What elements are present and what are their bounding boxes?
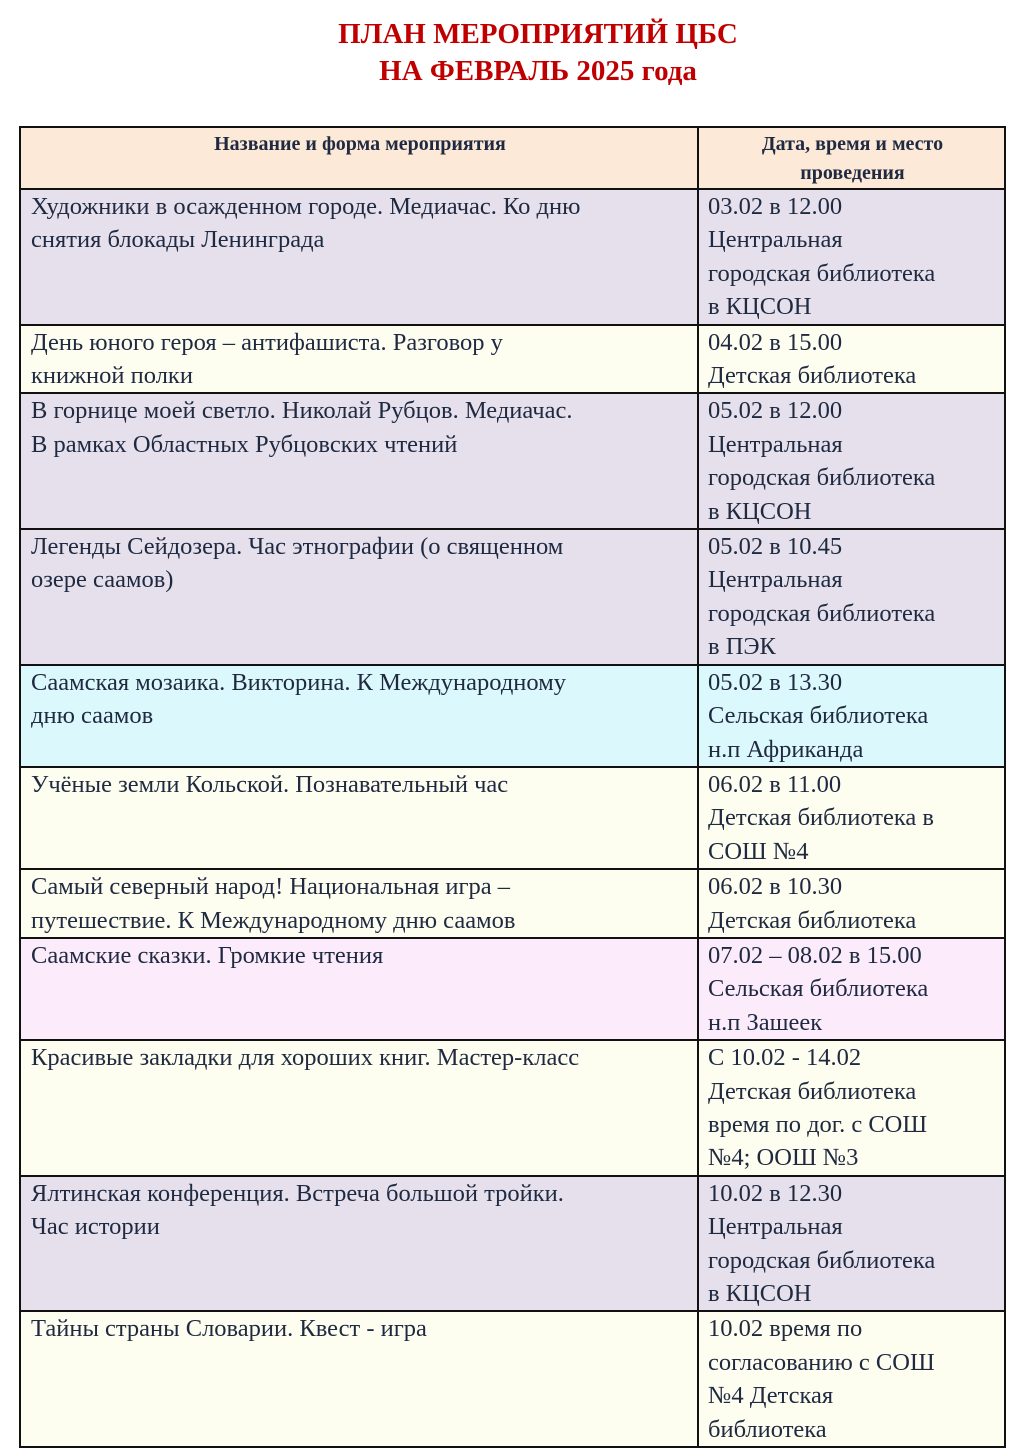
- table-row: [20, 938, 1005, 1040]
- event-name-cell: Ялтинская конференция. Встреча большой тройки. Час истории: [20, 1176, 698, 1312]
- table-row: [20, 393, 1005, 529]
- event-name-cell: День юного героя – антифашиста. Разговор у книжной полки: [20, 325, 698, 394]
- date-place-cell: С 10.02 - 14.02 Детская библиотека время по дог. с СОШ №4; ООШ №3: [698, 1040, 1005, 1176]
- table-row: [20, 1176, 1005, 1312]
- event-name-cell: Красивые закладки для хороших книг. Мастер-класс: [20, 1040, 698, 1176]
- table-row: [20, 1040, 1005, 1176]
- date-place-cell: 04.02 в 15.00 Детская библиотека: [698, 325, 1005, 394]
- events-table: [19, 126, 1006, 1448]
- title-line-1: ПЛАН МЕРОПРИЯТИЙ ЦБС: [338, 18, 738, 50]
- date-place-cell: 06.02 в 10.30 Детская библиотека: [698, 869, 1005, 938]
- table-header-row: [20, 127, 1005, 189]
- table-row: [20, 665, 1005, 767]
- table-row: [20, 869, 1005, 938]
- event-name-cell: Саамская мозаика. Викторина. К Международному дню саамов: [20, 665, 698, 767]
- date-place-cell: 05.02 в 10.45 Центральная городская библиотека в ПЭК: [698, 529, 1005, 665]
- document-title: [0, 16, 1024, 90]
- table-row: [20, 529, 1005, 665]
- event-name-cell: Тайны страны Словарии. Квест - игра: [20, 1311, 698, 1447]
- event-name-cell: Саамские сказки. Громкие чтения: [20, 938, 698, 1040]
- table-row: [20, 325, 1005, 394]
- table-row: [20, 1311, 1005, 1447]
- table-row: [20, 767, 1005, 869]
- table-row: [20, 189, 1005, 325]
- event-name-cell: Легенды Сейдозера. Час этнографии (о священном озере саамов): [20, 529, 698, 665]
- header-date-place: Дата, время и место проведения: [698, 127, 1005, 189]
- title-line-2: НА ФЕВРАЛЬ 2025 года: [379, 55, 697, 87]
- event-name-cell: В горнице моей светло. Николай Рубцов. Медиачас. В рамках Областных Рубцовских чтений: [20, 393, 698, 529]
- date-place-cell: 07.02 – 08.02 в 15.00 Сельская библиотека н.п Зашеек: [698, 938, 1005, 1040]
- date-place-cell: 03.02 в 12.00 Центральная городская библиотека в КЦСОН: [698, 189, 1005, 325]
- date-place-cell: 10.02 в 12.30 Центральная городская библиотека в КЦСОН: [698, 1176, 1005, 1312]
- date-place-cell: 10.02 время по согласованию с СОШ №4 Детская библиотека: [698, 1311, 1005, 1447]
- date-place-cell: 05.02 в 13.30 Сельская библиотека н.п Африканда: [698, 665, 1005, 767]
- event-name-cell: Учёные земли Кольской. Познавательный час: [20, 767, 698, 869]
- header-event: Название и форма мероприятия: [20, 127, 698, 189]
- event-name-cell: Художники в осажденном городе. Медиачас. Ко дню снятия блокады Ленинграда: [20, 189, 698, 325]
- date-place-cell: 06.02 в 11.00 Детская библиотека в СОШ №4: [698, 767, 1005, 869]
- event-name-cell: Самый северный народ! Национальная игра – путешествие. К Международному дню саамов: [20, 869, 698, 938]
- date-place-cell: 05.02 в 12.00 Центральная городская библиотека в КЦСОН: [698, 393, 1005, 529]
